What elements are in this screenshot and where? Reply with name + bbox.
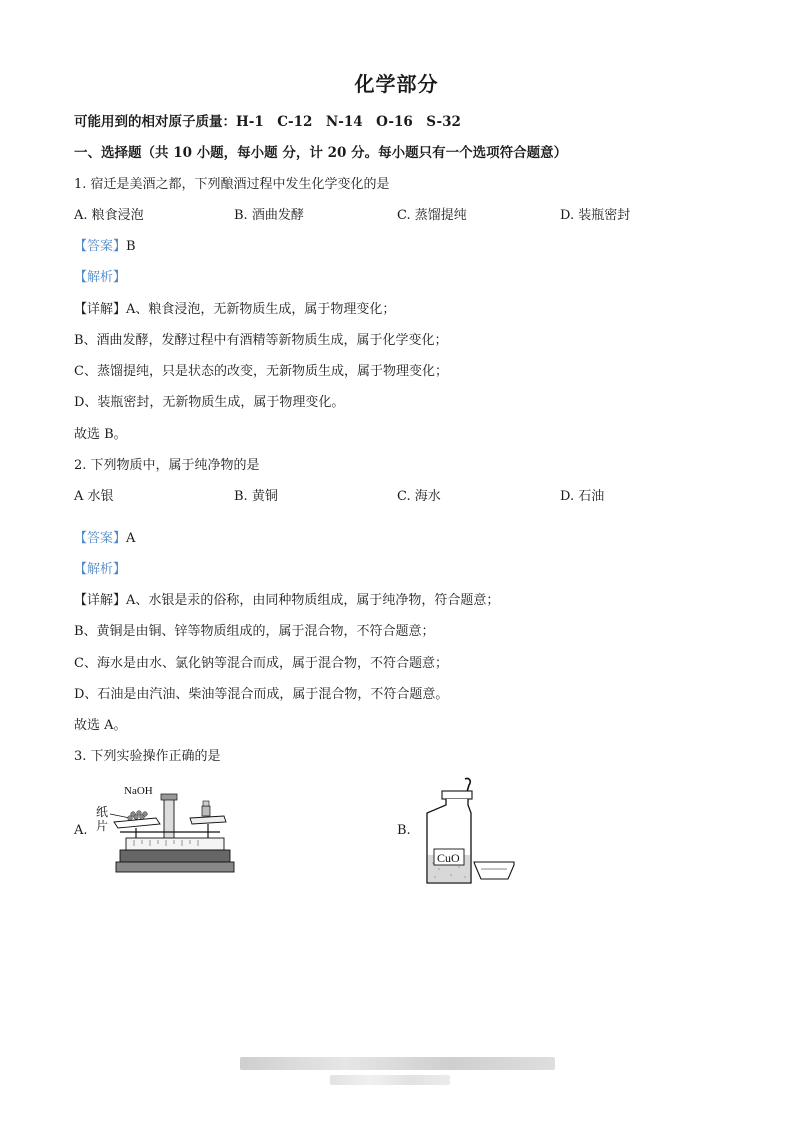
q2-option-b: B. 黄铜 [234,489,278,504]
q1-stem: 1. 宿迁是美酒之都，下列酿酒过程中发生化学变化的是 [74,177,390,192]
q1-option-b: B. 酒曲发酵 [234,208,304,223]
section-heading: 一、选择题（共 10 小题，每小题 分，计 20 分。每小题只有一个选项符合题意） [74,145,568,161]
q1-detail-line: D、装瓶密封，无新物质生成，属于物理变化。 [74,395,345,410]
q1-option-d: D. 装瓶密封 [560,208,631,223]
detail-tag: 【详解】 [74,302,127,317]
q1-detail-line: C、蒸馏提纯，只是状态的改变，无新物质生成，属于物理变化； [74,364,448,379]
naoh-label: NaOH [124,785,153,797]
answer-value: B [126,239,136,254]
balance-figure [90,780,240,880]
answer-tag: 【答案】 [74,531,127,546]
q2-detail-line: D、石油是由汽油、柴油等混合而成，属于混合物，不符合题意。 [74,687,449,702]
detail-text: A、水银是汞的俗称，由同种物质组成，属于纯净物，符合题意； [126,593,500,608]
q2-stem: 2. 下列物质中，属于纯净物的是 [74,458,260,473]
q1-analysis-tag: 【解析】 [74,270,127,285]
paper-label-2: 片 [96,819,109,833]
q2-detail-line [74,589,499,608]
q1-conclusion: 故选 B。 [74,427,127,442]
q2-detail-line: C、海水是由水、氯化钠等混合而成，属于混合物，不符合题意； [74,656,448,671]
q3-option-b-label: B. [397,823,411,838]
q2-option-a: A 水银 [74,489,114,504]
dish-icon [474,862,514,879]
q1-answer [74,235,136,254]
q1-detail-line [74,298,395,317]
q1-detail-line: B、酒曲发酵，发酵过程中有酒精等新物质生成，属于化学变化； [74,333,448,348]
q2-option-c: C. 海水 [397,489,441,504]
q3-option-a-label: A. [74,823,88,838]
answer-tag: 【答案】 [74,239,127,254]
q3-stem: 3. 下列实验操作正确的是 [74,749,221,764]
page-title: 化学部分 [354,72,439,96]
detail-text: A、粮食浸泡，无新物质生成，属于物理变化； [126,302,396,317]
q2-conclusion: 故选 A。 [74,718,127,733]
cuo-label: CuO [437,851,460,865]
q2-detail-line: B、黄铜是由铜、锌等物质组成的，属于混合物，不符合题意； [74,624,435,639]
q2-option-d: D. 石油 [560,489,605,504]
reagent-bottle-figure [415,775,530,890]
q1-option-a: A. 粮食浸泡 [74,208,144,223]
answer-value: A [126,531,136,546]
detail-tag: 【详解】 [74,593,127,608]
atomic-mass-line: 可能用到的相对原子质量：H-1 C-12 N-14 O-16 S-32 [74,114,461,130]
paper-label-1: 纸 [96,805,109,819]
q1-option-c: C. 蒸馏提纯 [397,208,467,223]
q2-analysis-tag: 【解析】 [74,562,127,577]
q2-answer [74,527,135,546]
